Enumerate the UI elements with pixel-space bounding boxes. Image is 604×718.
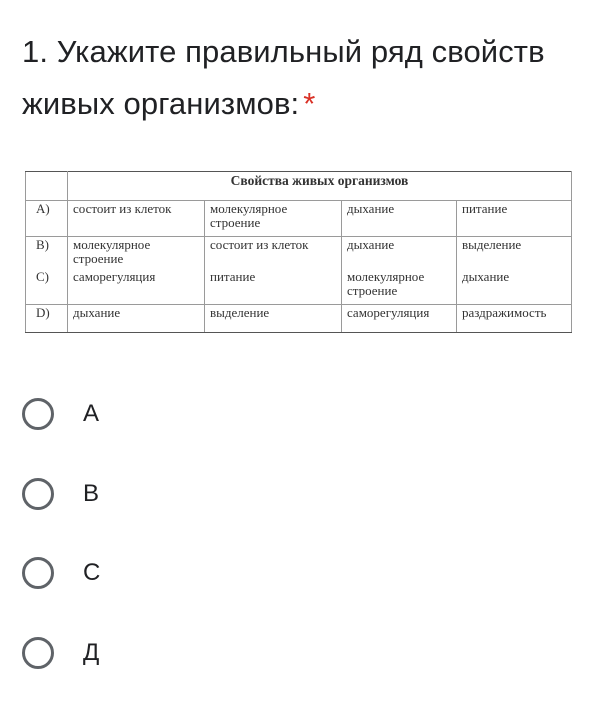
table-cell: дыхание (457, 269, 572, 305)
radio-button-a[interactable] (22, 398, 54, 430)
table-cell: состоит из клеток (68, 201, 205, 237)
radio-button-d[interactable] (22, 637, 54, 669)
table-row (26, 201, 572, 237)
radio-button-b[interactable] (22, 478, 54, 510)
table-corner (26, 172, 68, 201)
table-row (26, 269, 572, 305)
option-label: Д (83, 639, 100, 666)
table-cell: питание (457, 201, 572, 237)
option-a[interactable] (22, 398, 99, 430)
table-cell: выделение (205, 305, 342, 333)
table-cell: питание (205, 269, 342, 305)
option-b[interactable] (22, 478, 99, 510)
row-label: A) (26, 201, 68, 237)
table-cell: молекулярное строение (68, 237, 205, 269)
table-header: Свойства живых организмов (68, 172, 572, 201)
table-cell: состоит из клеток (205, 237, 342, 269)
row-label: C) (26, 269, 68, 305)
option-c[interactable] (22, 557, 100, 589)
table-row (26, 305, 572, 333)
table-row (26, 237, 572, 269)
row-label: D) (26, 305, 68, 333)
table-cell: выделение (457, 237, 572, 269)
question-title (22, 26, 592, 130)
table-cell: саморегуляция (68, 269, 205, 305)
table-cell: дыхание (342, 237, 457, 269)
table-cell: молекулярное строение (205, 201, 342, 237)
question-text: Укажите правильный ряд свойств живых организмов: (22, 34, 545, 121)
table-cell: раздражимость (457, 305, 572, 333)
table-cell: дыхание (342, 201, 457, 237)
radio-button-c[interactable] (22, 557, 54, 589)
option-label: C (83, 559, 101, 586)
option-label: B (83, 480, 100, 507)
row-label: B) (26, 237, 68, 269)
table-cell: саморегуляция (342, 305, 457, 333)
question-table-image (25, 171, 571, 333)
question-number: 1. (22, 34, 49, 69)
option-d[interactable] (22, 637, 99, 669)
table-cell: молекулярное строение (342, 269, 457, 305)
option-label: A (83, 400, 100, 427)
table-cell: дыхание (68, 305, 205, 333)
required-asterisk: * (303, 86, 316, 121)
properties-table (25, 171, 572, 333)
